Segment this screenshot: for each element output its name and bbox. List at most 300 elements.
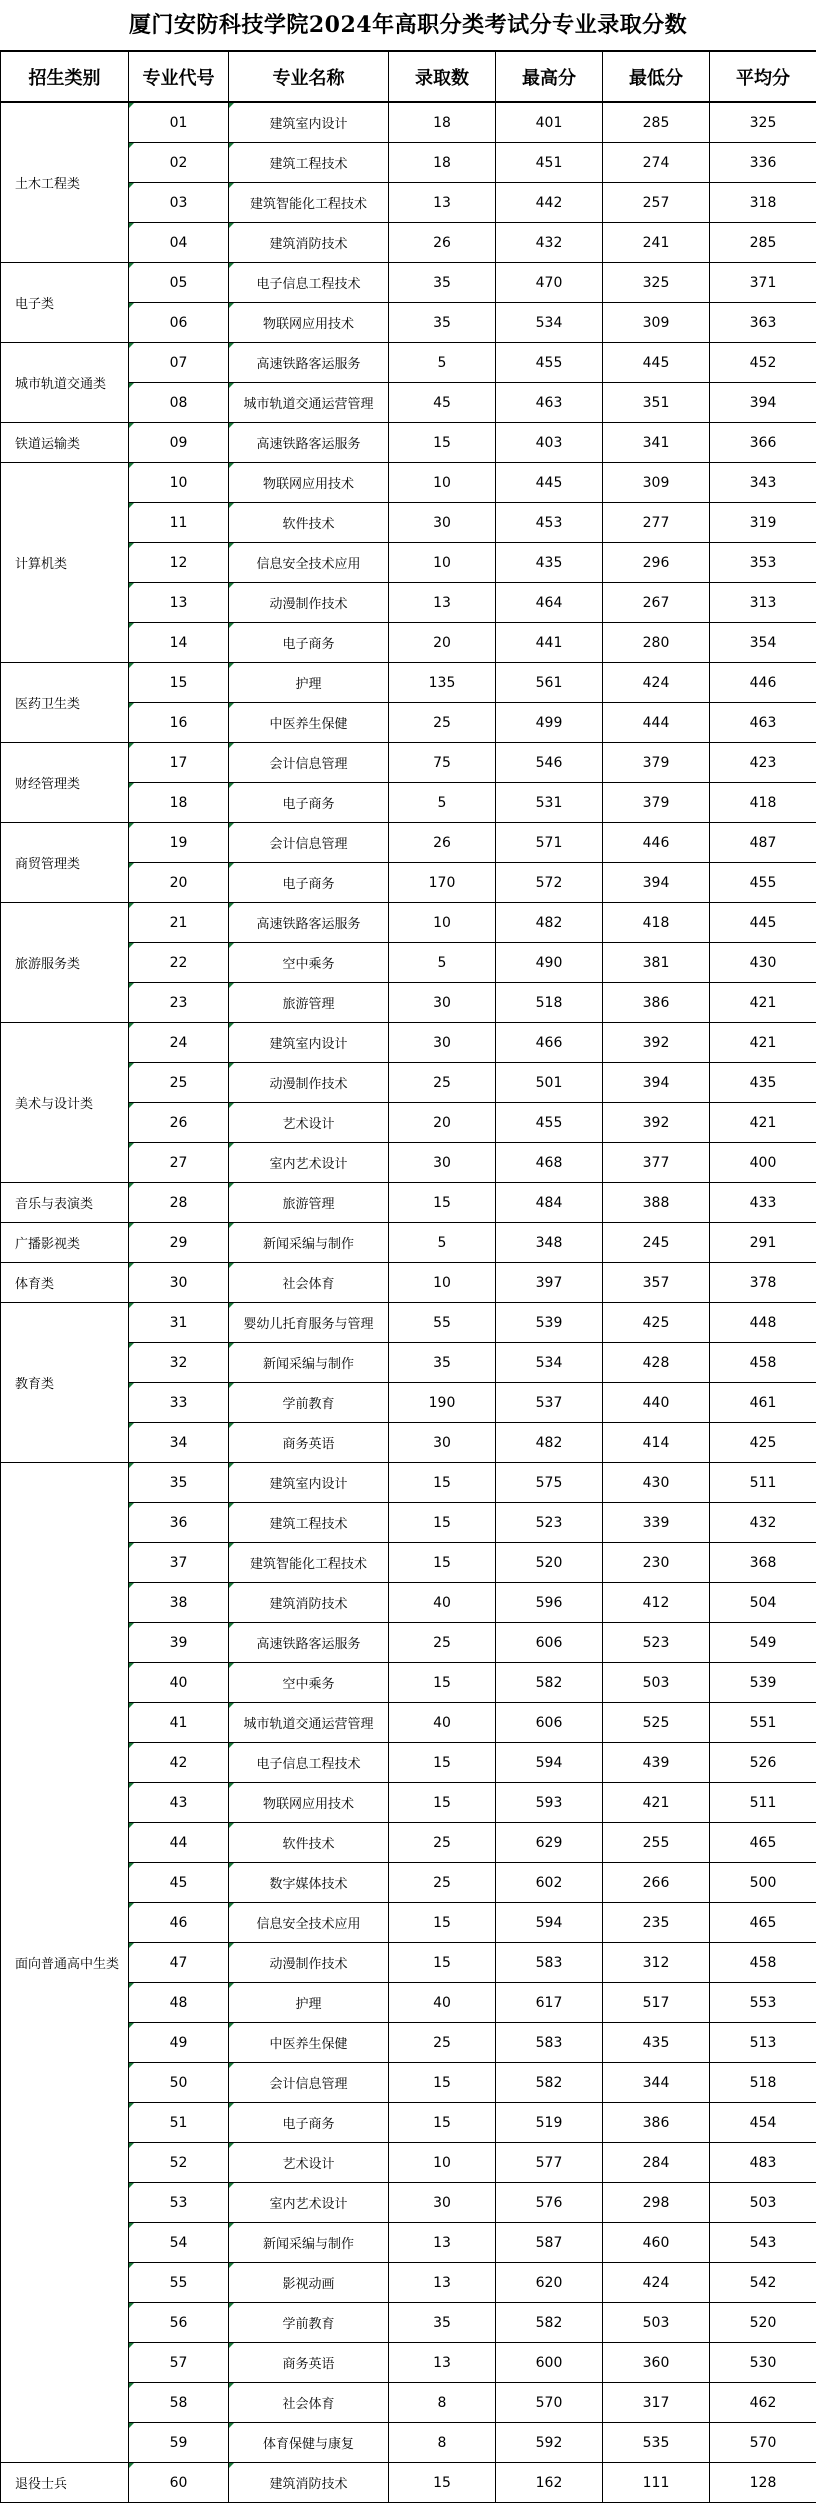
- code-cell: 46: [129, 1903, 229, 1943]
- min-score-cell: 379: [603, 783, 710, 823]
- count-cell: 15: [389, 1743, 496, 1783]
- major-cell: 物联网应用技术: [229, 303, 389, 343]
- table-row: [1, 463, 816, 503]
- major-cell: 建筑室内设计: [229, 1463, 389, 1503]
- major-cell: 建筑消防技术: [229, 2463, 389, 2503]
- code-cell: 14: [129, 623, 229, 663]
- major-cell: 电子商务: [229, 783, 389, 823]
- major-cell: 旅游管理: [229, 1183, 389, 1223]
- avg-score-cell: 325: [710, 102, 816, 143]
- avg-score-cell: 394: [710, 383, 816, 423]
- max-score-cell: 572: [496, 863, 603, 903]
- table-row: [1, 263, 816, 303]
- code-cell: 33: [129, 1383, 229, 1423]
- avg-score-cell: 421: [710, 1023, 816, 1063]
- table-row: [1, 743, 816, 783]
- code-cell: 52: [129, 2143, 229, 2183]
- avg-score-cell: 435: [710, 1063, 816, 1103]
- min-score-cell: 394: [603, 1063, 710, 1103]
- count-cell: 35: [389, 2303, 496, 2343]
- code-cell: 36: [129, 1503, 229, 1543]
- count-cell: 26: [389, 223, 496, 263]
- min-score-cell: 430: [603, 1463, 710, 1503]
- major-cell: 商务英语: [229, 2343, 389, 2383]
- major-cell: 建筑室内设计: [229, 1023, 389, 1063]
- count-cell: 15: [389, 1943, 496, 1983]
- min-score-cell: 309: [603, 303, 710, 343]
- max-score-cell: 576: [496, 2183, 603, 2223]
- max-score-cell: 582: [496, 2303, 603, 2343]
- avg-score-cell: 504: [710, 1583, 816, 1623]
- count-cell: 15: [389, 1663, 496, 1703]
- avg-score-cell: 543: [710, 2223, 816, 2263]
- max-score-cell: 453: [496, 503, 603, 543]
- header-avg: 平均分: [710, 51, 816, 102]
- min-score-cell: 235: [603, 1903, 710, 1943]
- avg-score-cell: 570: [710, 2423, 816, 2463]
- code-cell: 58: [129, 2383, 229, 2423]
- table-body: [1, 102, 816, 2503]
- count-cell: 13: [389, 2263, 496, 2303]
- min-score-cell: 386: [603, 2103, 710, 2143]
- max-score-cell: 519: [496, 2103, 603, 2143]
- major-cell: 建筑工程技术: [229, 143, 389, 183]
- major-cell: 社会体育: [229, 2383, 389, 2423]
- count-cell: 18: [389, 143, 496, 183]
- code-cell: 10: [129, 463, 229, 503]
- count-cell: 25: [389, 703, 496, 743]
- avg-score-cell: 549: [710, 1623, 816, 1663]
- max-score-cell: 592: [496, 2423, 603, 2463]
- max-score-cell: 403: [496, 423, 603, 463]
- major-cell: 高速铁路客运服务: [229, 423, 389, 463]
- min-score-cell: 344: [603, 2063, 710, 2103]
- count-cell: 25: [389, 1863, 496, 1903]
- count-cell: 40: [389, 1983, 496, 2023]
- avg-score-cell: 553: [710, 1983, 816, 2023]
- major-cell: 会计信息管理: [229, 823, 389, 863]
- major-cell: 空中乘务: [229, 1663, 389, 1703]
- max-score-cell: 455: [496, 1103, 603, 1143]
- count-cell: 15: [389, 1183, 496, 1223]
- avg-score-cell: 462: [710, 2383, 816, 2423]
- min-score-cell: 421: [603, 1783, 710, 1823]
- min-score-cell: 440: [603, 1383, 710, 1423]
- max-score-cell: 499: [496, 703, 603, 743]
- code-cell: 19: [129, 823, 229, 863]
- major-cell: 建筑消防技术: [229, 223, 389, 263]
- code-cell: 45: [129, 1863, 229, 1903]
- avg-score-cell: 285: [710, 223, 816, 263]
- max-score-cell: 464: [496, 583, 603, 623]
- code-cell: 17: [129, 743, 229, 783]
- header-min: 最低分: [603, 51, 710, 102]
- code-cell: 25: [129, 1063, 229, 1103]
- code-cell: 23: [129, 983, 229, 1023]
- count-cell: 15: [389, 2063, 496, 2103]
- code-cell: 54: [129, 2223, 229, 2263]
- table-row: [1, 1223, 816, 1263]
- avg-score-cell: 454: [710, 2103, 816, 2143]
- code-cell: 48: [129, 1983, 229, 2023]
- count-cell: 13: [389, 2343, 496, 2383]
- major-cell: 艺术设计: [229, 1103, 389, 1143]
- count-cell: 10: [389, 463, 496, 503]
- table-row: [1, 1303, 816, 1343]
- max-score-cell: 620: [496, 2263, 603, 2303]
- table-row: [1, 1183, 816, 1223]
- code-cell: 12: [129, 543, 229, 583]
- avg-score-cell: 446: [710, 663, 816, 703]
- major-cell: 空中乘务: [229, 943, 389, 983]
- major-cell: 软件技术: [229, 1823, 389, 1863]
- max-score-cell: 594: [496, 1903, 603, 1943]
- min-score-cell: 412: [603, 1583, 710, 1623]
- max-score-cell: 470: [496, 263, 603, 303]
- code-cell: 38: [129, 1583, 229, 1623]
- max-score-cell: 348: [496, 1223, 603, 1263]
- max-score-cell: 600: [496, 2343, 603, 2383]
- table-row: [1, 823, 816, 863]
- code-cell: 09: [129, 423, 229, 463]
- avg-score-cell: 526: [710, 1743, 816, 1783]
- max-score-cell: 577: [496, 2143, 603, 2183]
- avg-score-cell: 423: [710, 743, 816, 783]
- max-score-cell: 442: [496, 183, 603, 223]
- count-cell: 30: [389, 2183, 496, 2223]
- major-cell: 信息安全技术应用: [229, 543, 389, 583]
- avg-score-cell: 371: [710, 263, 816, 303]
- min-score-cell: 245: [603, 1223, 710, 1263]
- major-cell: 中医养生保健: [229, 703, 389, 743]
- avg-score-cell: 343: [710, 463, 816, 503]
- avg-score-cell: 418: [710, 783, 816, 823]
- min-score-cell: 298: [603, 2183, 710, 2223]
- avg-score-cell: 518: [710, 2063, 816, 2103]
- code-cell: 43: [129, 1783, 229, 1823]
- major-cell: 电子信息工程技术: [229, 1743, 389, 1783]
- count-cell: 5: [389, 343, 496, 383]
- code-cell: 03: [129, 183, 229, 223]
- major-cell: 学前教育: [229, 2303, 389, 2343]
- count-cell: 15: [389, 1463, 496, 1503]
- code-cell: 37: [129, 1543, 229, 1583]
- min-score-cell: 525: [603, 1703, 710, 1743]
- code-cell: 27: [129, 1143, 229, 1183]
- avg-score-cell: 463: [710, 703, 816, 743]
- code-cell: 24: [129, 1023, 229, 1063]
- table-row: [1, 1463, 816, 1503]
- category-cell: 商贸管理类: [1, 823, 129, 903]
- min-score-cell: 325: [603, 263, 710, 303]
- avg-score-cell: 421: [710, 983, 816, 1023]
- avg-score-cell: 465: [710, 1903, 816, 1943]
- count-cell: 15: [389, 423, 496, 463]
- count-cell: 30: [389, 503, 496, 543]
- avg-score-cell: 363: [710, 303, 816, 343]
- code-cell: 41: [129, 1703, 229, 1743]
- category-cell: 音乐与表演类: [1, 1183, 129, 1223]
- avg-score-cell: 354: [710, 623, 816, 663]
- min-score-cell: 379: [603, 743, 710, 783]
- max-score-cell: 518: [496, 983, 603, 1023]
- max-score-cell: 582: [496, 2063, 603, 2103]
- min-score-cell: 414: [603, 1423, 710, 1463]
- major-cell: 建筑室内设计: [229, 102, 389, 143]
- count-cell: 190: [389, 1383, 496, 1423]
- code-cell: 31: [129, 1303, 229, 1343]
- major-cell: 新闻采编与制作: [229, 1223, 389, 1263]
- table-row: [1, 2463, 816, 2503]
- count-cell: 45: [389, 383, 496, 423]
- min-score-cell: 428: [603, 1343, 710, 1383]
- max-score-cell: 534: [496, 303, 603, 343]
- category-cell: 医药卫生类: [1, 663, 129, 743]
- count-cell: 15: [389, 1503, 496, 1543]
- avg-score-cell: 448: [710, 1303, 816, 1343]
- major-cell: 护理: [229, 663, 389, 703]
- header-max: 最高分: [496, 51, 603, 102]
- count-cell: 35: [389, 1343, 496, 1383]
- category-cell: 计算机类: [1, 463, 129, 663]
- avg-score-cell: 368: [710, 1543, 816, 1583]
- avg-score-cell: 432: [710, 1503, 816, 1543]
- min-score-cell: 439: [603, 1743, 710, 1783]
- max-score-cell: 482: [496, 1423, 603, 1463]
- code-cell: 35: [129, 1463, 229, 1503]
- max-score-cell: 463: [496, 383, 603, 423]
- max-score-cell: 596: [496, 1583, 603, 1623]
- avg-score-cell: 433: [710, 1183, 816, 1223]
- count-cell: 15: [389, 1783, 496, 1823]
- category-cell: 城市轨道交通类: [1, 343, 129, 423]
- min-score-cell: 446: [603, 823, 710, 863]
- count-cell: 10: [389, 543, 496, 583]
- max-score-cell: 445: [496, 463, 603, 503]
- major-cell: 室内艺术设计: [229, 2183, 389, 2223]
- max-score-cell: 587: [496, 2223, 603, 2263]
- min-score-cell: 317: [603, 2383, 710, 2423]
- code-cell: 21: [129, 903, 229, 943]
- major-cell: 护理: [229, 1983, 389, 2023]
- min-score-cell: 341: [603, 423, 710, 463]
- max-score-cell: 629: [496, 1823, 603, 1863]
- category-cell: 财经管理类: [1, 743, 129, 823]
- major-cell: 物联网应用技术: [229, 1783, 389, 1823]
- major-cell: 电子商务: [229, 623, 389, 663]
- max-score-cell: 582: [496, 1663, 603, 1703]
- max-score-cell: 537: [496, 1383, 603, 1423]
- min-score-cell: 241: [603, 223, 710, 263]
- avg-score-cell: 461: [710, 1383, 816, 1423]
- admission-scores-table: [0, 50, 816, 2503]
- table-row: [1, 343, 816, 383]
- major-cell: 动漫制作技术: [229, 1943, 389, 1983]
- max-score-cell: 602: [496, 1863, 603, 1903]
- count-cell: 35: [389, 263, 496, 303]
- max-score-cell: 571: [496, 823, 603, 863]
- page-title: 厦门安防科技学院2024年高职分类考试分专业录取分数: [0, 0, 816, 50]
- min-score-cell: 424: [603, 2263, 710, 2303]
- major-cell: 商务英语: [229, 1423, 389, 1463]
- category-cell: 旅游服务类: [1, 903, 129, 1023]
- max-score-cell: 575: [496, 1463, 603, 1503]
- count-cell: 15: [389, 2463, 496, 2503]
- code-cell: 57: [129, 2343, 229, 2383]
- code-cell: 26: [129, 1103, 229, 1143]
- max-score-cell: 468: [496, 1143, 603, 1183]
- max-score-cell: 501: [496, 1063, 603, 1103]
- code-cell: 40: [129, 1663, 229, 1703]
- avg-score-cell: 458: [710, 1943, 816, 1983]
- min-score-cell: 503: [603, 1663, 710, 1703]
- min-score-cell: 277: [603, 503, 710, 543]
- count-cell: 40: [389, 1583, 496, 1623]
- major-cell: 高速铁路客运服务: [229, 343, 389, 383]
- max-score-cell: 520: [496, 1543, 603, 1583]
- count-cell: 5: [389, 783, 496, 823]
- major-cell: 艺术设计: [229, 2143, 389, 2183]
- min-score-cell: 280: [603, 623, 710, 663]
- min-score-cell: 535: [603, 2423, 710, 2463]
- category-cell: 电子类: [1, 263, 129, 343]
- category-cell: 土木工程类: [1, 102, 129, 263]
- avg-score-cell: 520: [710, 2303, 816, 2343]
- table-row: [1, 1263, 816, 1303]
- major-cell: 电子商务: [229, 2103, 389, 2143]
- code-cell: 05: [129, 263, 229, 303]
- header-code: 专业代号: [129, 51, 229, 102]
- count-cell: 25: [389, 1823, 496, 1863]
- major-cell: 动漫制作技术: [229, 583, 389, 623]
- min-score-cell: 266: [603, 1863, 710, 1903]
- min-score-cell: 444: [603, 703, 710, 743]
- max-score-cell: 484: [496, 1183, 603, 1223]
- count-cell: 10: [389, 2143, 496, 2183]
- count-cell: 170: [389, 863, 496, 903]
- count-cell: 15: [389, 2103, 496, 2143]
- avg-score-cell: 539: [710, 1663, 816, 1703]
- min-score-cell: 523: [603, 1623, 710, 1663]
- max-score-cell: 594: [496, 1743, 603, 1783]
- count-cell: 25: [389, 1063, 496, 1103]
- major-cell: 物联网应用技术: [229, 463, 389, 503]
- code-cell: 15: [129, 663, 229, 703]
- avg-score-cell: 291: [710, 1223, 816, 1263]
- min-score-cell: 394: [603, 863, 710, 903]
- max-score-cell: 606: [496, 1703, 603, 1743]
- code-cell: 53: [129, 2183, 229, 2223]
- table-row: [1, 423, 816, 463]
- max-score-cell: 455: [496, 343, 603, 383]
- max-score-cell: 490: [496, 943, 603, 983]
- avg-score-cell: 430: [710, 943, 816, 983]
- avg-score-cell: 483: [710, 2143, 816, 2183]
- count-cell: 30: [389, 1423, 496, 1463]
- category-cell: 教育类: [1, 1303, 129, 1463]
- count-cell: 30: [389, 983, 496, 1023]
- min-score-cell: 425: [603, 1303, 710, 1343]
- count-cell: 30: [389, 1143, 496, 1183]
- major-cell: 旅游管理: [229, 983, 389, 1023]
- code-cell: 04: [129, 223, 229, 263]
- max-score-cell: 539: [496, 1303, 603, 1343]
- max-score-cell: 606: [496, 1623, 603, 1663]
- count-cell: 8: [389, 2383, 496, 2423]
- major-cell: 新闻采编与制作: [229, 1343, 389, 1383]
- code-cell: 29: [129, 1223, 229, 1263]
- code-cell: 42: [129, 1743, 229, 1783]
- code-cell: 11: [129, 503, 229, 543]
- major-cell: 信息安全技术应用: [229, 1903, 389, 1943]
- min-score-cell: 435: [603, 2023, 710, 2063]
- code-cell: 02: [129, 143, 229, 183]
- code-cell: 39: [129, 1623, 229, 1663]
- count-cell: 8: [389, 2423, 496, 2463]
- major-cell: 电子信息工程技术: [229, 263, 389, 303]
- avg-score-cell: 421: [710, 1103, 816, 1143]
- count-cell: 5: [389, 1223, 496, 1263]
- count-cell: 135: [389, 663, 496, 703]
- avg-score-cell: 400: [710, 1143, 816, 1183]
- code-cell: 18: [129, 783, 229, 823]
- avg-score-cell: 336: [710, 143, 816, 183]
- max-score-cell: 162: [496, 2463, 603, 2503]
- min-score-cell: 267: [603, 583, 710, 623]
- count-cell: 25: [389, 1623, 496, 1663]
- code-cell: 13: [129, 583, 229, 623]
- code-cell: 01: [129, 102, 229, 143]
- min-score-cell: 111: [603, 2463, 710, 2503]
- major-cell: 软件技术: [229, 503, 389, 543]
- category-cell: 体育类: [1, 1263, 129, 1303]
- max-score-cell: 466: [496, 1023, 603, 1063]
- min-score-cell: 392: [603, 1103, 710, 1143]
- code-cell: 16: [129, 703, 229, 743]
- min-score-cell: 360: [603, 2343, 710, 2383]
- min-score-cell: 386: [603, 983, 710, 1023]
- max-score-cell: 593: [496, 1783, 603, 1823]
- min-score-cell: 388: [603, 1183, 710, 1223]
- category-cell: 广播影视类: [1, 1223, 129, 1263]
- major-cell: 学前教育: [229, 1383, 389, 1423]
- code-cell: 08: [129, 383, 229, 423]
- min-score-cell: 460: [603, 2223, 710, 2263]
- avg-score-cell: 458: [710, 1343, 816, 1383]
- max-score-cell: 531: [496, 783, 603, 823]
- header-row: [1, 51, 816, 102]
- min-score-cell: 255: [603, 1823, 710, 1863]
- min-score-cell: 274: [603, 143, 710, 183]
- min-score-cell: 424: [603, 663, 710, 703]
- code-cell: 44: [129, 1823, 229, 1863]
- code-cell: 07: [129, 343, 229, 383]
- max-score-cell: 482: [496, 903, 603, 943]
- table-row: [1, 903, 816, 943]
- min-score-cell: 309: [603, 463, 710, 503]
- min-score-cell: 445: [603, 343, 710, 383]
- count-cell: 10: [389, 1263, 496, 1303]
- major-cell: 新闻采编与制作: [229, 2223, 389, 2263]
- code-cell: 32: [129, 1343, 229, 1383]
- avg-score-cell: 511: [710, 1783, 816, 1823]
- header-count: 录取数: [389, 51, 496, 102]
- max-score-cell: 546: [496, 743, 603, 783]
- avg-score-cell: 513: [710, 2023, 816, 2063]
- max-score-cell: 570: [496, 2383, 603, 2423]
- count-cell: 18: [389, 102, 496, 143]
- avg-score-cell: 128: [710, 2463, 816, 2503]
